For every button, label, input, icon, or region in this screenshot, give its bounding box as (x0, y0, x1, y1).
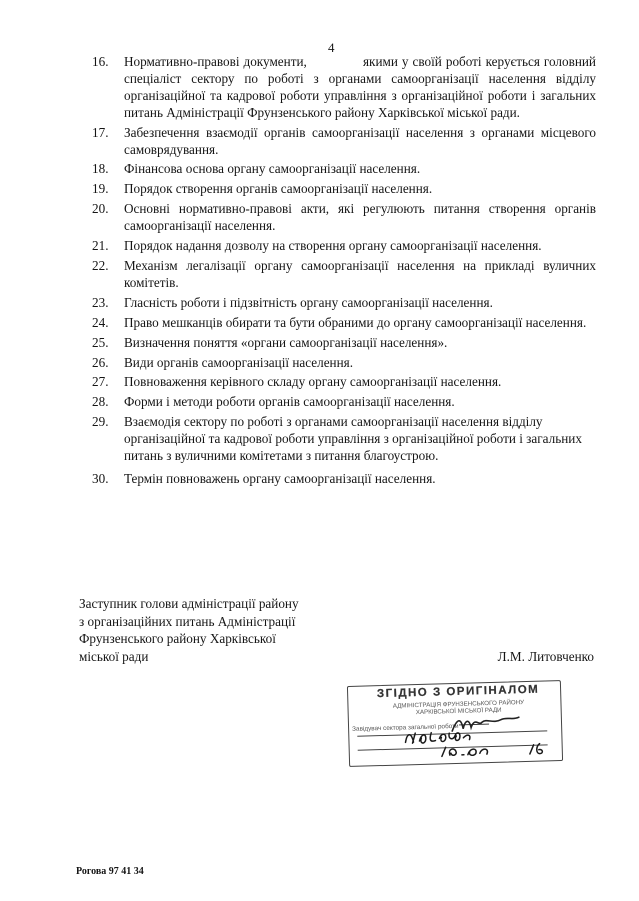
list-item-text: Види органів самоорганізації населення. (124, 354, 354, 370)
list-item-text: Нормативно-правові документи, якими у своїй роботі керується головний спеціаліст сектору по роботі з органами самоорганізації населення відділу організаційної та кадрової роботи управління з організаційної роботи і загальних питань Адміністрації Фрунзенського району Харківської міської ради. (124, 54, 600, 120)
list-item (92, 181, 596, 198)
list-item (92, 374, 596, 391)
stamp-org-line: АДМІНІСТРАЦІЯ ФРУНЗЕНСЬКОГО РАЙОНУ (392, 699, 525, 710)
list-item (92, 201, 596, 235)
list-item-number: 27. (92, 374, 109, 390)
list-item-text: Форми і методи роботи органів самоорганізації населення. (124, 394, 455, 410)
signature-block (79, 595, 594, 665)
list-item-text: Механізм легалізації органу самоорганізації населення на прикладі вуличних комітетів. (124, 257, 596, 290)
handwritten-name-and-date-icon (401, 723, 550, 761)
signatory-position-line: Заступник голови адміністрації району (79, 596, 299, 611)
list-item-number: 16. (92, 54, 109, 69)
list-item-number: 19. (92, 181, 109, 197)
list-item-text: Порядок надання дозволу на створення органу самоорганізації населення. (124, 238, 542, 254)
list-item-number: 23. (92, 294, 109, 310)
list-item-text: Порядок створення органів самоорганізації населення. (124, 181, 433, 197)
list-item-number: 21. (92, 238, 109, 254)
list-item (92, 335, 596, 352)
list-item-text: Взаємодія сектору по роботі з органами самоорганізації населення відділу організаційної та кадрової роботи управління з організаційної роботи і загальних питань з вуличними комітетами з питання благоустрою. (124, 414, 582, 464)
list-item-text: Термін повноважень органу самоорганізації населення. (124, 470, 436, 486)
list-item (92, 238, 596, 255)
list-item-text: Фінансова основа органу самоорганізації населення. (124, 161, 421, 177)
list-item (92, 125, 596, 159)
list-item-text: Повноваження керівного складу органу самоорганізації населення. (124, 374, 502, 390)
list-item-number: 29. (92, 414, 109, 430)
list-item (92, 355, 596, 372)
list-item-text: Забезпечення взаємодії органів самоорганізації населення з органами місцевого самоврядування. (124, 124, 596, 157)
list-item-number: 30. (92, 470, 109, 486)
signatory-name: Л.М. Литовченко (497, 648, 594, 664)
list-item (92, 258, 596, 292)
numbered-list (92, 54, 600, 491)
stamp-org-line: ХАРКІВСЬКОЇ МІСЬКОЇ РАДИ (415, 707, 502, 717)
list-item (92, 315, 596, 332)
list-item (92, 295, 596, 312)
list-item-number: 28. (92, 394, 109, 410)
list-item-number: 18. (92, 161, 109, 177)
stamp-position-text: Завідувач сектора загальної роботи (352, 722, 459, 733)
page-number: 4 (328, 40, 335, 55)
list-item-text: Основні нормативно-правові акти, які регулюють питання створення органів самоорганізації населення. (124, 201, 596, 234)
list-item (92, 161, 596, 178)
list-item-text: Право мешканців обирати та бути обраними до органу самоорганізації населення. (124, 314, 587, 330)
list-item-number: 22. (92, 257, 109, 273)
list-item (92, 471, 596, 488)
list-item-text: Визначення поняття «органи самоорганізації населення». (124, 334, 448, 350)
signatory-position-line: Фрунзенського району Харківської (79, 631, 276, 646)
list-item-text: Гласність роботи і підзвітність органу самоорганізації населення. (124, 294, 493, 310)
list-item (92, 414, 596, 465)
stamp-title: ЗГІДНО З ОРИГІНАЛОМ (376, 683, 540, 701)
list-item-number: 20. (92, 201, 109, 217)
footer-contact: Рогова 97 41 34 (76, 866, 144, 877)
list-item (92, 54, 600, 122)
certification-stamp (347, 680, 563, 767)
list-item-number: 25. (92, 334, 109, 350)
list-item-number: 24. (92, 314, 109, 330)
list-item-number: 17. (92, 124, 109, 140)
signatory-position-line: міської ради (79, 648, 149, 664)
signatory-position-line: з організаційних питань Адміністрації (79, 613, 296, 629)
list-item-number: 26. (92, 354, 109, 370)
list-item (92, 394, 596, 411)
